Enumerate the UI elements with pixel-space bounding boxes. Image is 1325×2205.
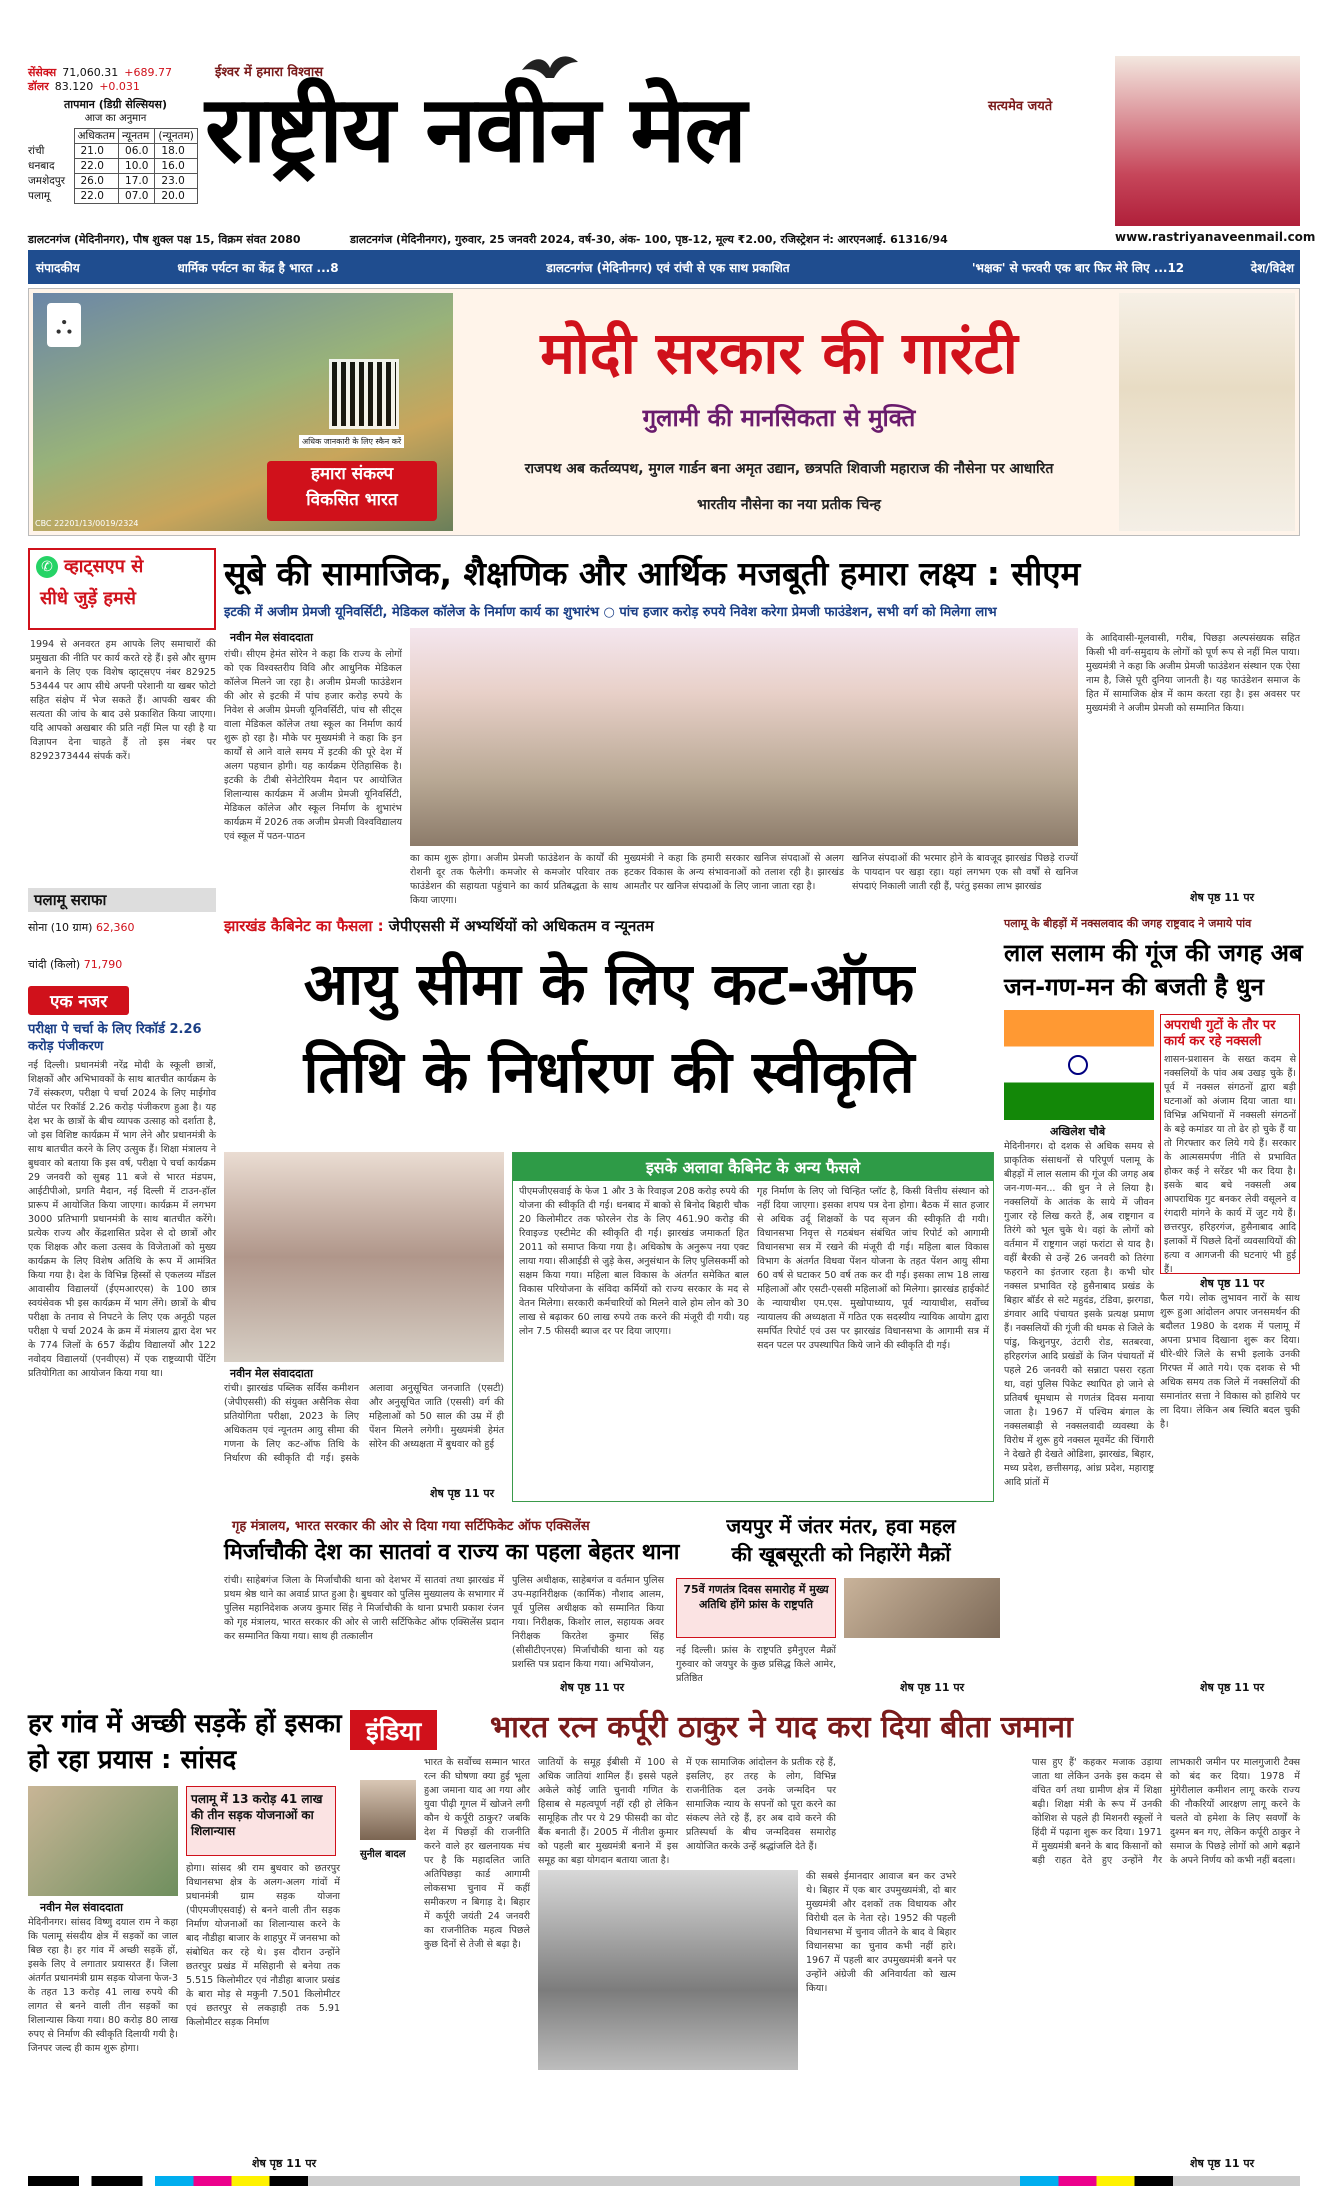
qr-code [329,359,399,429]
india-col1: भारत के सर्वोच्च सम्मान भारत रत्न की घोषणा क्या हुई भूला हुआ जमाना याद आ गया और युवा पीढ़ी गूगल में खोजने लगी कौन थे कर्पूरी ठाकुर? जबकि देश में पिछड़ों की राजनीति करने वाले हर खलनायक मंच पर है कि महादलित जाति अतिपिछड़ा कार्ड आगामी लोकसभा चुनाव में कहीं समीकरण न बिगाड़ दे। बिहार में कर्पूरी जयंती 24 जनवरी का राजनीतिक महत्व पिछले कुछ दिनों से तेजी से बढ़ा है। [424,1757,530,1950]
india-col3: में एक सामाजिक आंदोलन के प्रतीक रहे हैं, इसलिए, हर तरह के लोग, विभिन्न राजनीतिक दल उनके जन्मदिन पर सामाजिक न्याय के सपनों को पूरा करने का संकल्प लेते रहे हैं, हर अब दावे करने की प्रतिस्पर्धा के बीच जन्मदिवस समारोह आयोजित करके उन्हें श्रद्धांजलि देते हैं। [686,1757,836,1852]
india-photo [538,1870,798,2070]
nav-bar [28,250,1300,284]
naxal-author: अखिलेश चौबे [1050,1125,1106,1138]
certificate-cont[interactable]: शेष पृष्ठ 11 पर [560,1681,625,1694]
cabinet-kicker [224,916,994,936]
temp-city: पलामू [28,190,51,202]
temp-header: अधिकतम [74,129,119,144]
temp-cell: 10.0 [119,159,155,174]
lead-col1: रांची। सीएम हेमंत सोरेन ने कहा कि राज्य के लोगों को एक विश्वस्तरीय विवि और आधुनिक मेडिकल कॉलेज मिलने जा रहा है। अजीम प्रेमजी फाउंडेशन की ओर से इटकी में पांच हजार करोड़ रुपये के निवेश से अजीम प्रेमजी यूनिवर्सिटी, पांच सौ सीट्स वाला मेडिकल कॉलेज तथा स्कूल का निर्माण कार्य शुरू हो रहा है। मौके पर मुख्यमंत्री ने कहा कि इन कार्यों से आने वाले समय में इटकी की पूरे देश में अलग पहचान होगी। यह कार्यक्रम ऐतिहासिक है। इटकी के टीबी सेनेटोरियम मैदान पर आयोजित शिलान्यास कार्यक्रम में अजीम प्रेमजी यूनिवर्सिटी, मेडिकल कॉलेज और स्कूल निर्माण के शुभारंभ कार्यक्रम में 2026 तक अजीम प्रेमजी विश्वविद्यालय एवं स्कूल में पठन-पाठन [224,649,402,842]
eknazar-body: नई दिल्ली। प्रधानमंत्री नरेंद्र मोदी के स्कूली छात्रों, शिक्षकों और अभिभावकों के साथ बातचीत कार्यक्रम के 7वें संस्करण, परीक्षा पे चर्चा 2024 के लिए माईगोव पोर्टल पर रिकॉर्ड 2.26 करोड़ पंजीकरण हुआ है। यह देश भर के छात्रों के बीच व्यापक उत्साह को दर्शाता है, जो इस विशिष्ट कार्यक्रम में भाग लेने और प्रधानमंत्री के साथ बातचीत करने के लिए उत्सुक हैं। शिक्षा मंत्रालय ने बुधवार को बताया कि इस वर्ष, परीक्षा पे चर्चा कार्यक्रम 29 जनवरी को सुबह 11 बजे से भारत मंडपम, आईटीपीओ, प्रगति मैदान, नई दिल्ली में टाउन-हॉल प्रारूप में आयोजित किया जाएगा। कार्यक्रम में लगभग 3000 प्रतिभागी प्रधानमंत्री के साथ बातचीत करेंगे। प्रत्येक राज्य और केंद्रशासित प्रदेश से दो छात्रों और एक शिक्षक और कला उत्सव के विजेताओं को मुख्य कार्यक्रम के लिए विशेष अतिथि के रूप में आमंत्रित किया गया है। देश के विभिन्न हिस्सों से एकलव्य मॉडल आवासीय विद्यालयों (ईएमआरएस) के 100 छात्र स्वयंसेवक भी इस कार्यक्रम में भाग लेंगे। छात्रों के बीच परीक्षा के तनाव से निपटने के लिए एक अनूठी पहल परीक्षा पे चर्चा 2024 के क्रम में मंत्रालय द्वारा देश भर के 774 जिलों के 657 केंद्रीय विद्यालयों और 122 नवोदय विद्यालयों (एनवीएस) में एक राष्ट्रव्यापी पेंटिंग प्रतियोगिता का आयोजन किया गया था। [28,1060,216,1379]
jaipur-box: 75वें गणतंत्र दिवस समारोह में मुख्य अतिथि होंगे फ्रांस के राष्ट्रपति [676,1578,836,1638]
sensex-value: 71,060.31 [62,66,119,79]
roads-box: पलामू में 13 करोड़ 41 लाख की तीन सड़क योजनाओं का शिलान्यास [186,1786,336,1856]
dateline: डालटनगंज (मेदिनीनगर), गुरुवार, 25 जनवरी 2024, वर्ष-30, अंक- 100, पृष्ठ-12, मूल्य ₹2.00, रजिस्ट्रेशन नं: आरएनआई. 61316/94 [350,233,948,246]
masthead-title: राष्ट्रीय नवीन मेल [205,76,746,183]
jaipur-headline2: की खूबसूरती को निहारेंगे मैक्रों [731,1542,951,1566]
temp-city: जमशेदपुर [28,175,66,187]
certificate-col1: रांची। साहेबगंज जिला के मिर्जाचौकी थाना को देशभर में सातवां तथा झारखंड में प्रथम श्रेष्ठ थाने का अवार्ड प्राप्त हुआ है। बुधवार को पुलिस मुख्यालय के सभागार में पुलिस महानिदेशक अजय कुमार सिंह ने मिर्जाचौकी के थाना प्रभारी प्रकाश रंजन को गृह मंत्रालय, भारत सरकार की ओर से जारी सर्टिफिकेट ऑफ एक्सिलेंस प्रदान कर सम्मानित किया गया। साथ ही तत्कालीन [224,1575,504,1642]
silver-label: चांदी (किलो) [28,958,81,971]
naxal-headline1: लाल सलाम की गूंज की जगह अब [1004,939,1303,967]
lead-col3: मुख्यमंत्री ने कहा कि हमारी सरकार खनिज संपदाओं से अलग हटकर विकास के अन्य संभावनाओं को तलाश रही है। झारखंड आमतौर पर खनिज संपदाओं के लिए जाना जाता रहा है। [624,853,844,892]
ad-code: CBC 22201/13/0019/2324 [35,519,139,528]
roads-photo [28,1786,178,1896]
cabinet-cont[interactable]: शेष पृष्ठ 11 पर [430,1487,495,1500]
pledge-line1: हमारा संकल्प [310,464,394,484]
temp-table [28,128,198,204]
temp-cell: 16.0 [155,159,197,174]
sarafa-box [28,888,216,980]
sensex-change: +689.77 [124,66,172,79]
india-headline: भारत रत्न कर्पूरी ठाकुर ने याद करा दिया बीता जमाना [490,1710,1073,1745]
temp-city: धनबाद [28,160,55,172]
gold-value: 62,360 [95,921,135,934]
eknazar-head: परीक्षा पे चर्चा के लिए रिकॉर्ड 2.26 करोड़ पंजीकरण [28,1022,202,1054]
cabinet-others-col1: पीएमजीएसवाई के फेज 1 और 3 के रिवाइज 208 करोड़ रुपये की योजना की स्वीकृति दी गई। धनबाद में बाको से बिनोद बिहारी चौक 20 किलोमीटर तक फोरलेन रोड के लिए 461.90 करोड़ की रिवाइज्ड एस्टीमेट की स्वीकृति दी गई। झारखंड जमाकर्ता हित 2011 को समाप्त किया गया है। अधिकोष के अनुरूप नया एक्ट लाया गया। सीआईडी से जुड़े केस, अनुसंधान के लिए पुलिसकर्मी को सक्षम किया गया। महिला बाल विकास के अंतर्गत समेकित बाल विकास परियोजना के संविदा कर्मियों को राज्य सरकार के मद से वेतन मिलेगा। सरकारी कर्मचारियों को मिलने वाले होम लोन को 30 लाख से बढ़ाकर 60 लाख रुपये तक करने की मंजूरी दी गयी। यह लोन 7.5 फीसदी ब्याज दर पर दिया जाएगा। [519,1186,749,1337]
jaipur-col1: नई दिल्ली। फ्रांस के राष्ट्रपति इमैनुएल मैक्रों गुरुवार को जयपुर के कुछ प्रसिद्ध किले आमेर, प्रतिष्ठित [676,1645,836,1684]
india-col4b [844,1756,1024,1866]
lead-col5: के आदिवासी-मूलवासी, गरीब, पिछड़ा अल्पसंख्यक सहित किसी भी वर्ग-समुदाय के लोगों को पूर्ण रूप से नहीं मिल पाया। मुख्यमंत्री ने कहा कि अजीम प्रेमजी फाउंडेशन संस्थान एक ऐसा नाम है, जिसे पूरी दुनिया जानती है। यह फाउंडेशन समाज के हित में सामाजिक क्षेत्र में काम करता रहा है। इस अवसर पर मुख्यमंत्री ने अजीम प्रेमजी को सम्मानित किया। [1086,633,1300,714]
india-cont[interactable]: शेष पृष्ठ 11 पर [1190,2157,1255,2170]
naxal-headline2: जन-गण-मन की बजती है धुन [1004,973,1264,1001]
model-portrait [1115,56,1300,226]
certificate-kicker: गृह मंत्रालय, भारत सरकार की ओर से दिया गया सर्टिफिकेट ऑफ एक्सिलेंस [232,1519,590,1534]
eknazar-title: एक नजर [28,986,129,1015]
naxal-cont[interactable]: शेष पृष्ठ 11 पर [1200,1277,1265,1290]
roads-headline: हर गांव में अच्छी सड़कें हों इसका हो रहा प्रयास : सांसद [28,1709,342,1775]
ad-line2: भारतीय नौसेना का नया प्रतीक चिन्ह [697,497,881,513]
whatsapp-body: 1994 से अनवरत हम आपके लिए समाचारों की प्रमुखता की नीति पर कार्य करते रहे हैं। इसे और सुगम बनाने के लिए एक विशेष व्हाट्सएप नंबर 82925 53444 पर आप सीधे अपनी परेशानी या खबर फोटो सहित संक्षेप में भेज सकते हैं। आपकी खबर की सत्यता की जांच के बाद उसे प्रकाशित किया जाएगा। यदि आपको अखबार की प्रति नहीं मिल पा रही है या विज्ञापन देना चाहते हैं तो इस नंबर पर 8292373444 संपर्क करें। [30,639,216,762]
cabinet-byline: नवीन मेल संवाददाता [230,1367,313,1380]
nav-item-1[interactable]: धार्मिक पर्यटन का केंद्र है भारत ...8 [177,260,339,275]
temp-cell: 23.0 [155,174,197,189]
ad-subtitle: गुलामी की मानसिकता से मुक्ति [642,404,916,432]
jaipur-photo [844,1578,1000,1638]
temp-header: (न्यूनतम) [155,129,197,144]
ad-banner[interactable] [28,288,1300,536]
temp-cell: 06.0 [119,144,155,159]
pledge-line2: विकसित भारत [306,490,398,510]
nav-item-3[interactable]: 'भक्षक' से फरवरी एक बार फिर मेरे लिए ...12 [971,260,1185,275]
lead-col2: का काम शुरू होगा। अजीम प्रेमजी फाउंडेशन के कार्यों की रोशनी दूर तक फैलेगी। कमजोर से कमजोर परिवार तक फाउंडेशन की सहायता पहुंचाने का कार्य प्रतिबद्धता के साथ किया जाएगा। [410,853,618,906]
temp-cell: 26.0 [74,174,119,189]
roads-col1: मेदिनीनगर। सांसद विष्णु दयाल राम ने कहा कि पलामू संसदीय क्षेत्र में सड़कों का जाल बिछ रहा है। हर गांव में अच्छी सड़कें हों, इसके लिए वे लगातार प्रयासरत हैं। जिला अंतर्गत प्रधानमंत्री ग्राम सड़क योजना फेज-3 के तहत 13 करोड़ 41 लाख रुपये की लागत से बनने वाली तीन सड़कों का शिलान्यास किया गया। 80 करोड़ 80 लाख रुपए से निर्माण की स्वीकृति दिलायी गयी है। जिनपर जल्द ही काम शुरू होगा। [28,1917,178,2054]
silver-value: 71,790 [83,958,123,971]
jaipur-headline1: जयपुर में जंतर मंतर, हवा महल [726,1514,956,1538]
market-box [28,66,203,251]
temp-city: रांची [28,145,45,157]
certificate-headline: मिर्जाचौकी देश का सातवां व राज्य का पहला बेहतर थाना [224,1540,680,1565]
tagline-left: ईश्वर में हमारा विश्वास [215,65,324,80]
cabinet-others-title: इसके अलावा कैबिनेट के अन्य फैसले [513,1153,993,1181]
lead-col4: खनिज संपदाओं की भरमार होने के बावजूद झारखंड पिछड़े राज्यों के पायदान पर खड़ा रहा। यहां लगभग एक सौ वर्षों से खनिज संपदाएं निकाली जाती रही हैं, परंतु इसका लाभ झारखंड [852,853,1078,892]
cabinet-headline1: आयु सीमा के लिए कट-ऑफ [303,950,915,1018]
naxal-side2: फैल गये। लोक लुभावन नारों के साथ शुरू हुआ आंदोलन अपार जनसमर्थन की बदौलत 1980 के दशक में पलामू में अपना प्रभाव दिखाना शुरू कर दिया। धीरे-धीरे जिले के सभी इलाके उनकी गिरफ्त में आते गये। एक दशक से भी अधिक समय तक जिले में नक्सलियों की समानांतर सत्ता ने विकास को हाशिये पर ला दिया। लेकिन अब स्थिति बदल चुकी है। [1160,1293,1300,1430]
temp-cell: 22.0 [74,189,119,204]
naxal-kicker: पलामू के बीहड़ों में नक्सलवाद की जगह राष्ट्रवाद ने जमाये पांव [1004,917,1252,930]
temp-header: न्यूनतम [119,129,155,144]
panchang: डालटनगंज (मेदिनीनगर), पौष शुक्ल पक्ष 15, विक्रम संवत 2080 [28,233,301,246]
tagline-right: सत्यमेव जयते [988,99,1053,114]
cabinet-others-col2: गृह निर्माण के लिए जो चिन्हित प्लॉट है, किसी वित्तीय संस्थान को नहीं दिया जाएगा। इसका शपथ पत्र देना होगा। बैठक में सात हजार से अधिक उर्दू शिक्षकों के पद सृजन की स्वीकृति दी गयी। विधानसभा निवृत्त से गठबंधन संबंधित जांच रिपोर्ट को आगामी विधानसभा सत्र में रखने की मंजूरी दी गई। महिला बाल विकास विभाग के अंतर्गत विधवा पेंशन योजना के तहत पेंशन आयु सीमा 60 वर्ष से घटाकर 50 वर्ष तक कर दी गई। इसका लाभ 18 लाख महिलाओं और एसटी-एससी महिलाओं को मिलेगा। झारखंड हाईकोर्ट के न्यायाधीश एम.एस. मुखोपाध्याय, पूर्व न्यायाधीश, सर्वोच्च न्यायालय की अध्यक्षता में गठित एक सदस्यीय न्यायिक आयोग द्वारा समर्पित रिपोर्ट एवं उस पर झारखंड विधानसभा के आगामी सत्र में सदन पटल पर उपस्थापित किये जाने की स्वीकृति दी गई। [757,1186,989,1351]
whatsapp-title1: व्हाट्सएप से [64,556,144,577]
dollar-value: 83.120 [54,80,94,93]
temp-cell: 18.0 [155,144,197,159]
lead-headline: सूबे की सामाजिक, शैक्षणिक और आर्थिक मजबूती हमारा लक्ष्य : सीएम [224,554,1081,593]
roads-byline: नवीन मेल संवाददाता [40,1901,123,1914]
temp-title: तापमान (डिग्री सेल्सियस) [63,98,168,111]
jaipur-cont[interactable]: शेष पृष्ठ 11 पर [900,1681,965,1694]
lead-cont[interactable]: शेष पृष्ठ 11 पर [1190,891,1255,904]
sensex-label: सेंसेक्स [28,66,57,79]
temp-cell: 20.0 [155,189,197,204]
roads-col2: होगा। सांसद श्री राम बुधवार को छतरपुर विधानसभा क्षेत्र के अलग-अलग गांवों में प्रधानमंत्री ग्राम सड़क योजना (पीएमजीएसवाई) से बनने वाली तीन सड़क निर्माण योजनाओं का शिलान्यास करने के बाद नौडीहा बाजार के शाहपुर में जनसभा को संबोधित कर रहे थे। इस दौरान उन्होंने छतरपुर प्रखंड में मसिहानी से बनेया तक 5.515 किलोमीटर एवं नौडीहा बाजार प्रखंड के बारा मोड़ से मकुनी 7.501 किलोमीटर एवं छतरपुर से लकड़ाही तक 5.91 किलोमीटर सड़क निर्माण [186,1863,340,2028]
footer-rule [28,2176,1300,2186]
cabinet-others-box [512,1152,994,1502]
pm-portrait [1119,293,1295,531]
india-col4: की सबसे ईमानदार आवाज बन कर उभरे थे। बिहार में एक बार उपमुख्यमंत्री, दो बार मुख्यमंत्री और दशकों तक विधायक और विरोधी दल के नेता रहे। 1952 की पहली विधानसभा में चुनाव जीतने के बाद वे बिहार विधानसभा का चुनाव कभी नहीं हारे। 1967 में पहली बार उपमुख्यमंत्री बनने पर उन्होंने अंग्रेजी की अनिवार्यता को खत्म किया। [806,1871,956,1994]
naxal-body: मेदिनीनगर। दो दशक से अधिक समय से प्राकृतिक संसाधनों से परिपूर्ण पलामू के बीहड़ों में लाल सलाम की गूंज की जगह अब जन-गण-मन... की धुन ने ले लिया है। नक्सलियों के आतंक के साये में जीवन गुजार रहे लिख करते हैं, अब राष्ट्रगान व तिरंगे को भूल चुके थे। वहां के लोगों को वर्तमान में राष्ट्रगान जहां फरांटा से याद है। वहीं बैरकी से उन्हें 26 जनवरी को तिरंगा फहराने का इंतजार रहता है। कभी घोर नक्सल प्रभावित रहे हुसैनाबाद प्रखंड के बिहार बॉर्डर से सटे महुदंड, टंडिवा, झरगडा, डंगवार आदि पंचायत इसके प्रत्यक्ष प्रमाण हैं। नक्सलियों की गूंजी की धमक से जिले के पांडु, किशुनपुर, उंटारी रोड, सतबरवा, हरिहरगंज आदि प्रखंडों के जिन पंचायतों में पहले 26 जनवरी को सन्नाटा पसरा रहता था, वहां पुलिस पिकेट स्थापित हो जाने से प्रतिवर्ष धूमधाम से गणतंत्र दिवस मनाया जाता है। 1967 में पश्चिम बंगाल के नक्सलबाड़ी से नक्सलवादी व्यवस्था के विरोध में शुरू हुये नक्सल मूवमेंट की चिंगारी ने देखते ही देखते ओडिशा, झारखंड, बिहार, मध्य प्रदेश, छत्तीसगढ़, आंध्र प्रदेश, महाराष्ट्र आदि प्रांतों में [1004,1141,1154,1488]
temp-cell: 22.0 [74,159,119,174]
dollar-label: डॉलर [28,80,49,93]
ad-title: मोदी सरकार की गारंटी [540,319,1018,387]
temp-subtitle: आज का अनुमान [84,113,147,124]
flag-illustration [1004,1010,1154,1120]
india-col5: पास हुए हैं' कहकर मजाक उड़ाया जाता था लेकिन उनके इस कदम से वंचित वर्ग तथा ग्रामीण क्षेत्र में शिक्षा बढ़ी। शिक्षा मंत्री के रूप में उनकी कोशिश से पहले ही मिशनरी स्कूलों ने हिंदी में पढ़ाना शुरू कर दिया। 1971 में मुख्यमंत्री बनने के बाद किसानों को बड़ी राहत देते हुए उन्होंने गैर लाभकारी जमीन पर मालगुजारी टैक्स को बंद कर दिया। 1978 में मुंगेरीलाल कमीशन लागू करके राज्य की नौकरियों आरक्षण लागू करने के चलते वो हमेशा के लिए सवर्णों के दुश्मन बन गए, लेकिन कर्पूरी ठाकुर ने समाज के पिछड़े लोगों को आगे बढ़ाने के अपने निर्णय को कभी नहीं बदला। [1032,1757,1300,1866]
website[interactable]: www.rastriyanaveenmail.com [1115,230,1316,244]
cabinet-headline2: तिथि के निर्धारण की स्वीकृति [303,1038,915,1106]
naxal-side-title: अपराधी गुटों के तौर पर कार्य कर रहे नक्सली [1164,1018,1276,1049]
cabinet-kicker-red: झारखंड कैबिनेट का फैसला : [224,917,384,935]
india-col2: जातियों के समूह ईबीसी में 100 से अधिक जातियां शामिल हैं। इससे पहले अकेले कोई जाति चुनावी गणित के हिसाब से महत्वपूर्ण नहीं रही हो लेकिन सामूहिक तौर पर ये 29 फीसदी का वोट बैंक बनाती हैं। 2005 में नीतीश कुमार को पहली बार मुख्यमंत्री बनाने में इस समूह का बड़ा योगदान बताया जाता है। [538,1757,678,1866]
naxal-cont2[interactable]: शेष पृष्ठ 11 पर [1200,1681,1265,1694]
india-label: इंडिया [350,1710,437,1750]
qr-note: अधिक जानकारी के लिए स्कैन करें [299,435,404,448]
sarafa-title: पलामू सराफा [28,888,216,912]
lead-subhead: इटकी में अजीम प्रेमजी यूनिवर्सिटी, मेडिकल कॉलेज के निर्माण कार्य का शुभारंभ ○ पांच हजार करोड़ रुपये निवेश करेगा प्रेमजी फाउंडेशन, सभी वर्ग को मिलेगा लाभ [224,605,997,620]
temp-cell: 17.0 [119,174,155,189]
naxal-side-box [1160,1014,1300,1274]
temp-cell: 07.0 [119,189,155,204]
certificate-col2: पुलिस अधीक्षक, साहेबगंज व वर्तमान पुलिस उप-महानिरीक्षक (कार्मिक) नौशाद आलम, पूर्व पुलिस अधीक्षक को सम्मानित किया गया। निरीक्षक, किशोर लाल, सहायक अवर निरीक्षक किरतेश कुमार सिंह (सीसीटीएनएस) मिर्जाचौकी थाना को यह प्रशस्ति पत्र प्रदान किया गया। अभियोजन, [512,1575,664,1670]
cabinet-photo [224,1152,504,1362]
whatsapp-box[interactable] [28,548,216,630]
lead-byline: नवीन मेल संवाददाता [230,631,313,644]
chakra-icon [1068,1055,1088,1075]
naxal-side-body: शासन-प्रशासन के सख्त कदम से नक्सलियों के पांव अब उखड़ चुके हैं। पूर्व में नक्सल संगठनों द्वारा बड़ी घटनाओं को अंजाम दिया जाता था। विभिन्न अभियानों में नक्सली संगठनों के बड़े कमांडर या तो ढेर हो चुके हैं या तो गिरफ्तार कर लिये गये हैं। सरकार के आत्मसमर्पण नीति से प्रभावित होकर कई ने सरेंडर भी कर दिया है। इसके बाद बचे नक्सली अब आपराधिक गुट बनकर लेवी वसूलने व रंगदारी मांगने के कार्य में जुट गये हैं। छत्तरपुर, हरिहरगंज, हुसैनाबाद आदि इलाकों में पिछले दिनों व्यवसायियों की हत्या व आगजनी की घटनाएं भी हुई हैं। [1164,1054,1296,1275]
whatsapp-title2: सीधे जुड़ें हमसे [40,588,136,609]
temp-cell: 21.0 [74,144,119,159]
india-author: सुनील बादल [360,1849,406,1860]
emblem-icon: ⛬ [47,303,81,347]
cabinet-kicker-text: जेपीएससी में अभ्यर्थियों को अधिकतम व न्यूनतम [383,917,654,935]
nav-right[interactable]: देश/विदेश [1250,260,1294,275]
cabinet-body: रांची। झारखंड पब्लिक सर्विस कमीशन (जेपीएससी) की संयुक्त असैनिक सेवा प्रतियोगिता परीक्षा, 2023 के लिए अधिकतम एवं न्यूनतम आयु सीमा की गणना के लिए कट-ऑफ तिथि के निर्धारण की स्वीकृति दी गई। इसके अलावा अनुसूचित जनजाति (एसटी) और अनुसूचित जाति (एससी) वर्ग की महिलाओं को 50 साल की उम्र में ही पेंशन मिलने लगेगी। मुख्यमंत्री हेमंत सोरेन की अध्यक्षता में बुधवार को हुई [224,1383,504,1464]
dollar-change: +0.031 [99,80,140,93]
roads-cont[interactable]: शेष पृष्ठ 11 पर [252,2157,317,2170]
whatsapp-icon: ✆ [36,556,58,578]
ad-line1: राजपथ अब कर्तव्यपथ, मुगल गार्डन बना अमृत उद्यान, छत्रपति शिवाजी महाराज की नौसेना पर आधारित [524,461,1054,477]
nav-item-2[interactable]: डालटनगंज (मेदिनीनगर) एवं रांची से एक साथ प्रकाशित [546,260,790,275]
nav-left[interactable]: संपादकीय [36,260,80,275]
lead-photo [410,628,1078,846]
pledge-box [267,461,437,521]
gold-label: सोना (10 ग्राम) [28,921,93,934]
